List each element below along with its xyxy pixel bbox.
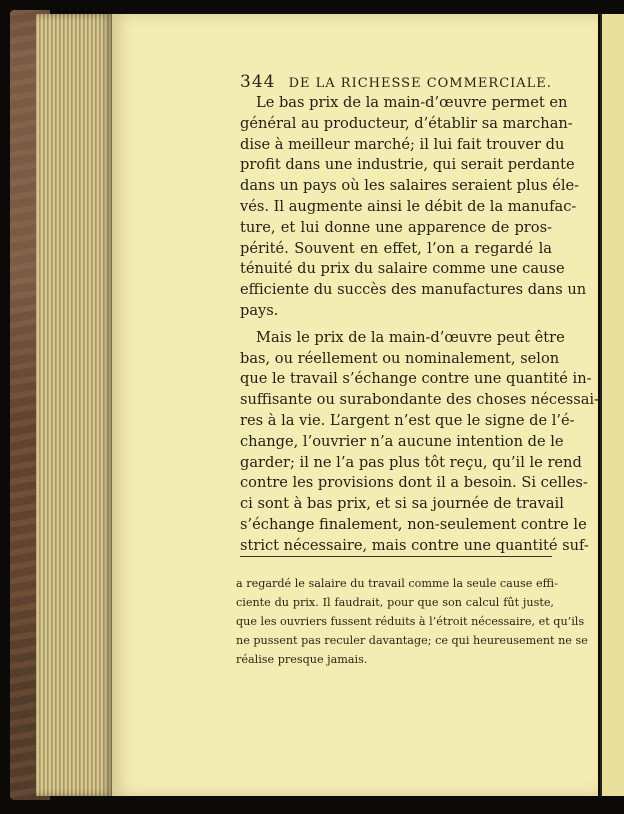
text-line: suffisante ou surabondante des choses nécessai- [240, 391, 599, 409]
text-line: dise à meilleur marché; il lui fait trouver du [240, 135, 565, 153]
text-line: dans un pays où les salaires seraient plus éle- [240, 177, 580, 195]
footnote-line: ciente du prix. Il faudrait, pour que son calcul fût juste, [236, 596, 554, 609]
text-line: vés. Il augmente ainsi le débit de la manufac- [240, 197, 577, 215]
text-line: général au producteur, d’établir sa marchan- [240, 114, 573, 132]
footnote-line: réalise presque jamais. [236, 653, 368, 666]
footnote [236, 574, 588, 669]
text-line: que le travail s’échange contre une quantité in- [240, 370, 592, 388]
text-line: s’échange finalement, non-seulement contre le [240, 515, 587, 533]
running-title: DE LA RICHESSE COMMERCIALE. [288, 76, 552, 91]
footnote-line: que les ouvriers fussent réduits à l’étroit nécessaire, et qu’ils [236, 615, 585, 628]
text-line: Le bas prix de la main-d’œuvre permet en [256, 94, 568, 111]
text-line: ténuité du prix du salaire comme une cause [240, 260, 565, 278]
text-line: res à la vie. L’argent n’est que le signe de l’é- [240, 411, 575, 429]
text-line: Mais le prix de la main-d’œuvre peut être [256, 328, 565, 346]
text-line: pays. [240, 301, 279, 319]
text-line: bas, ou réellement ou nominalement, selon [240, 349, 560, 367]
text-line: périté. Souvent en effet, l’on a regardé la [240, 239, 552, 257]
text-line: strict nécessaire, mais contre une quantité suf- [240, 536, 589, 554]
body-text [240, 93, 599, 557]
footnote-rule [240, 556, 552, 557]
text-line: contre les provisions dont il a besoin. Si celles- [240, 474, 588, 492]
text-line: efficiente du succès des manufactures dans un [240, 281, 587, 299]
next-page-edge [600, 14, 624, 796]
text-line: garder; il ne l’a pas plus tôt reçu, qu’il le rend [240, 453, 582, 471]
text-line: profit dans une industrie, qui serait perdante [240, 156, 575, 174]
footnote-line: a regardé le salaire du travail comme la seule cause effi- [236, 577, 558, 590]
text-line: ture, et lui donne une apparence de pros- [240, 218, 552, 236]
page-number: 344 [240, 72, 276, 92]
footnote-line: ne pussent pas reculer davantage; ce qui heureusement ne se [236, 634, 588, 647]
text-line: ci sont à bas prix, et si sa journée de travail [240, 495, 564, 513]
text-line: change, l’ouvrier n’a aucune intention de le [240, 432, 564, 450]
running-header [240, 72, 552, 94]
page-edges [36, 14, 114, 796]
